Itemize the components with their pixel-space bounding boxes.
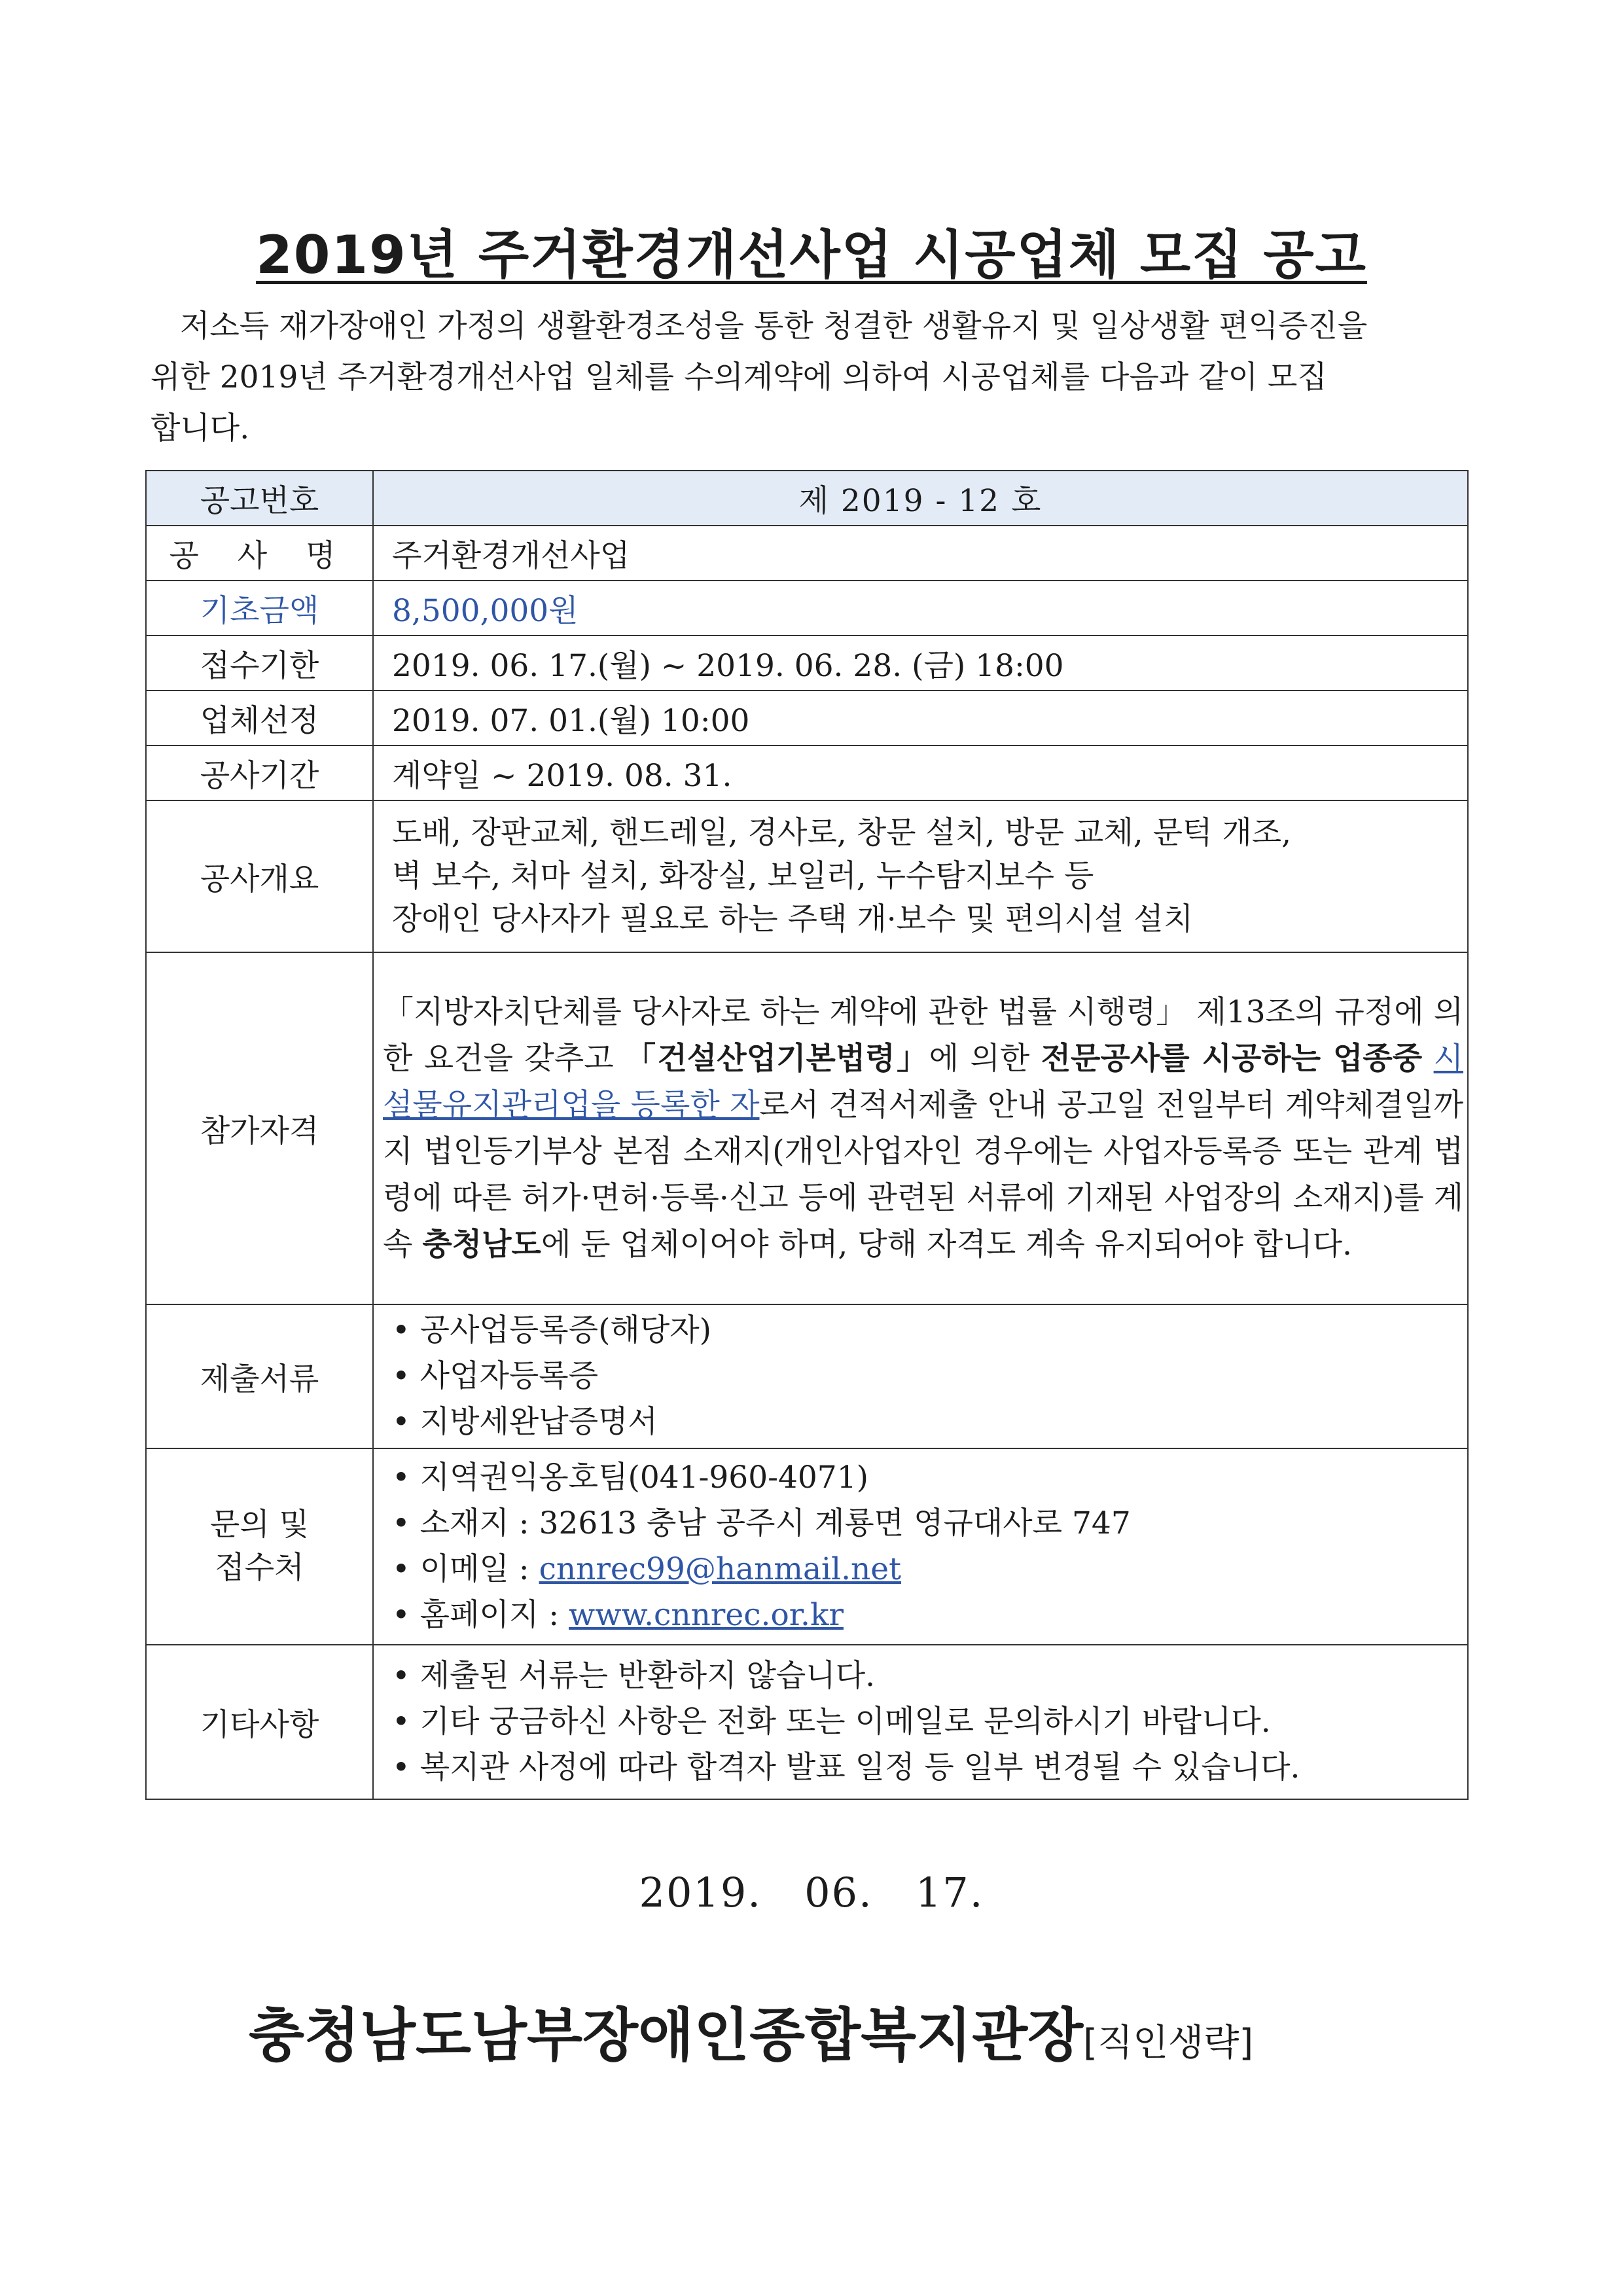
stamp-omitted-note: [직인생략] (1083, 2022, 1254, 2064)
overview-line: 벽 보수, 처마 설치, 화장실, 보일러, 누수탐지보수 등 (392, 858, 1094, 894)
notice-date: 2019. 06. 17. (639, 1869, 984, 1916)
document-item: • 지방세완납증명서 (392, 1404, 658, 1440)
label-qualification: 참가자격 (146, 952, 373, 1304)
label-documents: 제출서류 (146, 1304, 373, 1448)
value-selection: 2019. 07. 01.(월) 10:00 (373, 691, 1468, 745)
qual-text: 에 의한 (929, 1041, 1041, 1077)
value-period: 계약일 ~ 2019. 08. 31. (373, 745, 1468, 800)
row-deadline (146, 636, 1468, 691)
contact-team: • 지역권익옹호팀(041-960-4071) (392, 1460, 868, 1496)
label-notice-no: 공고번호 (146, 471, 373, 526)
contact-address: • 소재지 : 32613 충남 공주시 계룡면 영규대사로 747 (392, 1505, 1131, 1541)
value-deadline: 2019. 06. 17.(월) ~ 2019. 06. 28. (금) 18:00 (373, 636, 1468, 691)
value-overview (373, 800, 1468, 952)
intro-paragraph (151, 301, 1472, 454)
organization-signature (249, 1990, 1253, 2072)
label-base-amount: 기초금액 (146, 581, 373, 636)
overview-line: 장애인 당사자가 필요로 하는 주택 개·보수 및 편의시설 설치 (392, 901, 1194, 937)
qual-law-name: 「건설산업기본법령」 (625, 1041, 929, 1077)
homepage-label: • 홈페이지 : (392, 1597, 569, 1633)
row-base-amount (146, 581, 1468, 636)
value-qualification (373, 952, 1468, 1304)
label-period: 공사기간 (146, 745, 373, 800)
homepage-link[interactable]: www.cnnrec.or.kr (569, 1597, 844, 1633)
overview-line: 도배, 장판교체, 핸드레일, 경사로, 창문 설치, 방문 교체, 문턱 개조, (392, 815, 1292, 851)
label-deadline: 접수기한 (146, 636, 373, 691)
page-title: 2019년 주거환경개선사업 시공업체 모집 공고 (256, 224, 1367, 285)
row-documents (146, 1304, 1468, 1448)
value-base-amount: 8,500,000원 (373, 581, 1468, 636)
qual-text (1422, 1041, 1433, 1077)
intro-line: 합니다. (151, 410, 250, 446)
contact-label-line: 접수처 (215, 1550, 304, 1586)
row-period (146, 745, 1468, 800)
qual-region: 충청남도 (422, 1227, 541, 1263)
notice-table (145, 470, 1469, 1800)
organization-name: 충청남도남부장애인종합복지관장 (249, 2001, 1084, 2069)
label-overview: 공사개요 (146, 800, 373, 952)
label-contact (146, 1448, 373, 1645)
email-link[interactable]: cnnrec99@hanmail.net (539, 1551, 901, 1587)
value-project: 주거환경개선사업 (373, 526, 1468, 581)
value-documents (373, 1304, 1468, 1448)
row-contact (146, 1448, 1468, 1645)
row-qualification (146, 952, 1468, 1304)
label-project: 공 사 명 (146, 526, 373, 581)
value-etc (373, 1645, 1468, 1799)
value-notice-no: 제 2019 - 12 호 (373, 471, 1468, 526)
label-etc: 기타사항 (146, 1645, 373, 1799)
row-notice-no (146, 471, 1468, 526)
etc-item: • 복지관 사정에 따라 합격자 발표 일정 등 일부 변경될 수 있습니다. (392, 1749, 1300, 1785)
qual-text: 에 둔 업체이어야 하며, 당해 자격도 계속 유지되어야 합니다. (541, 1227, 1352, 1263)
etc-item: • 제출된 서류는 반환하지 않습니다. (392, 1658, 876, 1694)
label-selection: 업체선정 (146, 691, 373, 745)
contact-email-row (385, 1547, 1449, 1592)
qual-text: 로서 견적서제출 안내 공고일 전일부터 계약체결일까지 법인등기부상 본점 소재지(개인사업자인 경우에는 사업자등록증 또는 관계 법령에 따른 허가·면허·등록·신고 등에 관련된 서류에 기재된 사업장의 소재지)를 계속 (383, 1087, 1464, 1263)
contact-homepage-row (385, 1592, 1449, 1638)
document-item: • 사업자등록증 (392, 1358, 599, 1394)
intro-line: 저소득 재가장애인 가정의 생활환경조성을 통한 청결한 생활유지 및 일상생활 편익증진을 (180, 308, 1368, 344)
row-etc (146, 1645, 1468, 1799)
contact-label-line: 문의 및 (209, 1507, 310, 1543)
qual-registration-link: 시설물유지관리업을 등록한 자 (383, 1041, 1463, 1123)
row-overview (146, 800, 1468, 952)
qual-business-type: 전문공사를 시공하는 업종중 (1041, 1041, 1423, 1077)
row-selection (146, 691, 1468, 745)
email-label: • 이메일 : (392, 1551, 539, 1587)
etc-item: • 기타 궁금하신 사항은 전화 또는 이메일로 문의하시기 바랍니다. (392, 1704, 1271, 1740)
document-item: • 공사업등록증(해당자) (392, 1312, 711, 1348)
qual-text: 「지방자치단체를 당사자로 하는 계약에 관한 법률 시행령」 제13조의 규정에 의한 요건을 갖추고 (383, 994, 1463, 1077)
value-contact (373, 1448, 1468, 1645)
row-project (146, 526, 1468, 581)
intro-line: 위한 2019년 주거환경개선사업 일체를 수의계약에 의하여 시공업체를 다음과 같이 모집 (151, 359, 1327, 395)
